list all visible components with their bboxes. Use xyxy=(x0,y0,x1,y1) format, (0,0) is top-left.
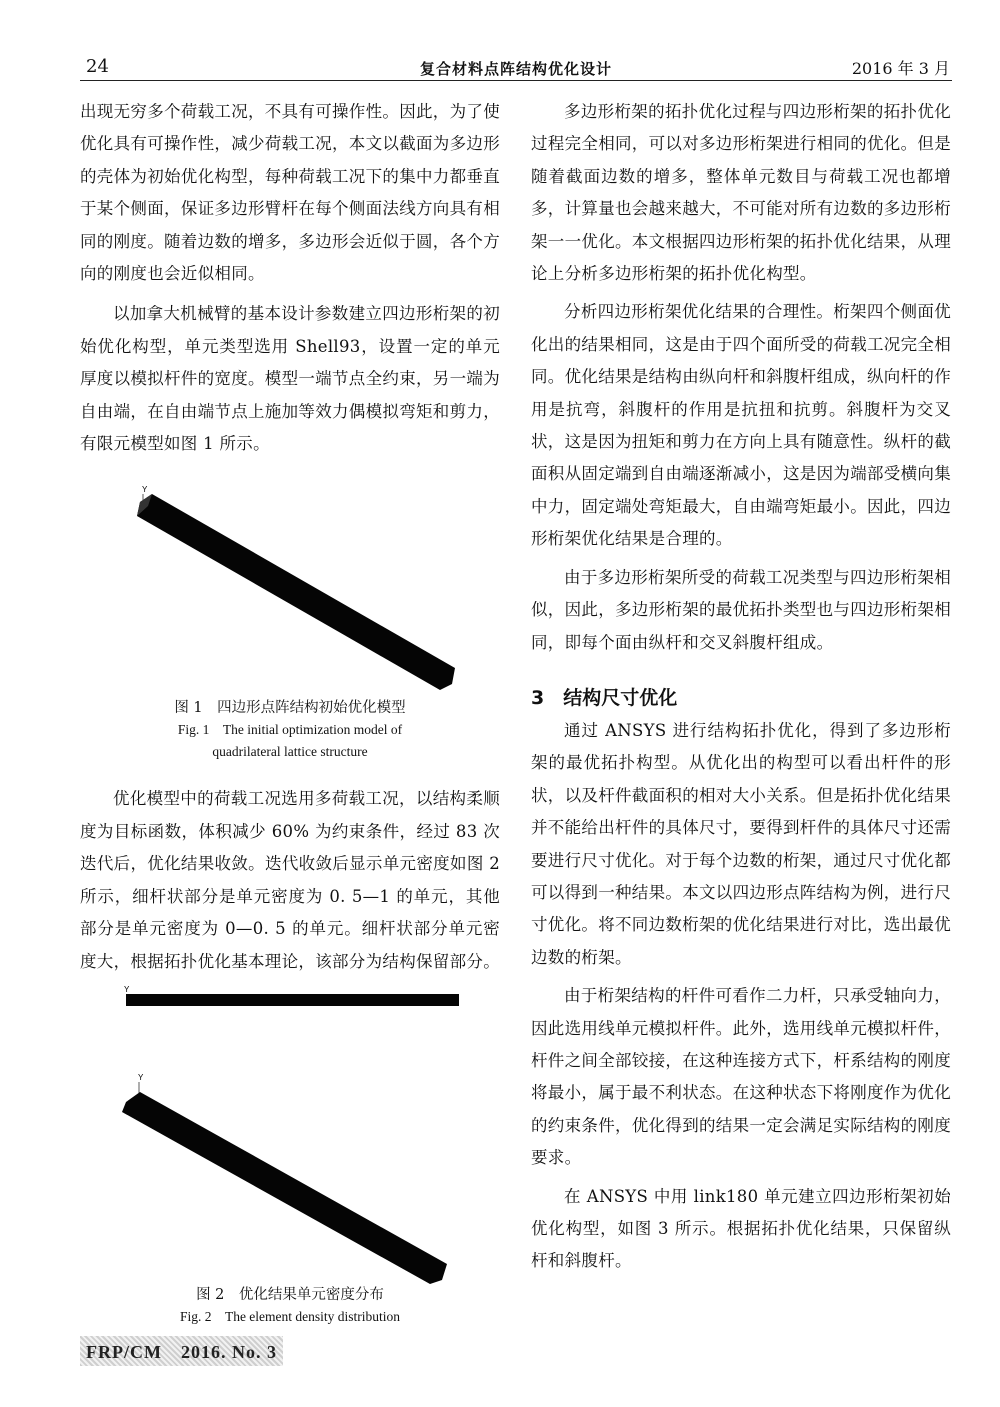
figure-1-axis-label: Y xyxy=(142,485,148,495)
figure-1-caption-en-2: quadrilateral lattice structure xyxy=(212,744,368,760)
right-paragraph-5: 由于桁架结构的杆件可看作二力杆，只承受轴向力，因此选用线单元模拟杆件。此外，选用线单元模拟杆件，杆件之间全部铰接，在这种连接方式下，杆系结构的刚度将最小，属于最不利状态。在这种状态下将刚度作为优化的约束条件，优化得到的结果一定会满足实际结构的刚度要求。 xyxy=(531,986,951,1168)
right-paragraph-1: 多边形桁架的拓扑优化过程与四边形桁架的拓扑优化过程完全相同，可以对多边形桁架进行相同的优化。但是随着截面边数的增多，整体单元数目与荷载工况也都增多，计算量也会越来越大，不可能对所有边数的多边形桁架一一优化。本文根据四边形桁架的拓扑优化结果，从理论上分析多边形桁架的拓扑优化构型。 xyxy=(531,102,951,284)
figure-2-caption-cn: 图 2 优化结果单元密度分布 xyxy=(196,1286,384,1303)
section-heading-3: 3 结构尺寸优化 xyxy=(531,686,678,709)
figure-1 xyxy=(80,472,500,763)
figure-2-axis-label-iso: Y xyxy=(138,1072,144,1082)
left-paragraph-2: 以加拿大机械臂的基本设计参数建立四边形桁架的初始优化构型，单元类型选用 Shell93，设置一定的单元厚度以模拟杆件的宽度。模型一端节点全约束，另一端为自由端，在自由端节点上施加等效力偶模拟弯矩和剪力，有限元模型如图 1 所示。 xyxy=(80,304,500,454)
left-paragraph-1: 出现无穷多个荷载工况，不具有可操作性。因此，为了使优化具有可操作性，减少荷载工况，本文以截面为多边形的壳体为初始优化构型，每种荷载工况下的集中力都垂直于某个侧面，保证多边形臂杆在每个侧面法线方向具有相同的刚度。随着边数的增多，多边形会近似于圆，各个方向的刚度也会近似相同。 xyxy=(80,102,500,284)
right-paragraph-3: 由于多边形桁架所受的荷载工况类型与四边形桁架相似，因此，多边形桁架的最优拓扑类型也与四边形桁架相同，即每个面由纵杆和交叉斜腹杆组成。 xyxy=(531,567,951,652)
figure-1-caption-cn: 图 1 四边形点阵结构初始优化模型 xyxy=(174,700,406,717)
figure-2-image xyxy=(80,984,500,1284)
figure-1-image xyxy=(80,472,500,697)
right-paragraph-6: 在 ANSYS 中用 link180 单元建立四边形桁架初始优化构型，如图 3 所示。根据拓扑优化结果，只保留纵杆和斜腹杆。 xyxy=(531,1186,951,1271)
figure-2-caption-en: Fig. 2 The element density distribution xyxy=(179,1308,401,1324)
header-rule xyxy=(80,80,952,81)
page-header xyxy=(80,56,952,82)
figure-1-caption-en-1: Fig. 1 The initial optimization model of xyxy=(177,722,403,738)
journal-footer: FRP/CM 2016. No. 3 xyxy=(80,1336,283,1366)
right-paragraph-2: 分析四边形桁架优化结果的合理性。桁架四个侧面优化出的结果相同，这是由于四个面所受的荷载工况完全相同。优化结果是结构由纵向杆和斜腹杆组成，纵向杆的作用是抗弯，斜腹杆的作用是抗扭和抗剪。斜腹杆为交叉状，这是因为扭矩和剪力在方向上具有随意性。纵杆的截面积从固定端到自由端逐渐减小，这是因为端部受横向集中力，固定端处弯矩最大，自由端弯矩最小。因此，四边形桁架优化结果是合理的。 xyxy=(531,302,951,549)
issue-date: 2016 年 3 月 xyxy=(851,59,950,78)
figure-2-axis-label-top: Y xyxy=(124,984,130,994)
density-iso-beam xyxy=(122,1092,447,1284)
quad-lattice-beam xyxy=(137,494,455,690)
left-paragraph-3: 优化模型中的荷载工况选用多荷载工况，以结构柔顺度为目标函数，体积减少 60% 为约束条件，经过 83 次迭代后，优化结果收敛。迭代收敛后显示单元密度如图 2 所示，细杆状部分是单元密度为 0. 5—1 的单元，其他部分是单元密度为 0—0. 5 的单元。细杆状部分单元密度大，根据拓扑优化基本理论，该部分为结构保留部分。 xyxy=(80,789,500,971)
figure-2 xyxy=(80,984,500,1328)
right-column xyxy=(531,96,951,1278)
left-column xyxy=(80,96,500,1328)
journal-title: 复合材料点阵结构优化设计 xyxy=(419,60,612,78)
page-number: 24 xyxy=(86,56,109,77)
right-paragraph-4: 通过 ANSYS 进行结构拓扑优化，得到了多边形桁架的最优拓扑构型。从优化出的构型可以看出杆件的形状，以及杆件截面积的相对大小关系。但是拓扑优化结果并不能给出杆件的具体尺寸，要得到杆件的具体尺寸还需要进行尺寸优化。对于每个边数的桁架，通过尺寸优化都可以得到一种结果。本文以四边形点阵结构为例，进行尺寸优化。将不同边数桁架的优化结果进行对比，选出最优边数的桁架。 xyxy=(531,720,951,967)
density-top-view-bar xyxy=(126,994,459,1006)
